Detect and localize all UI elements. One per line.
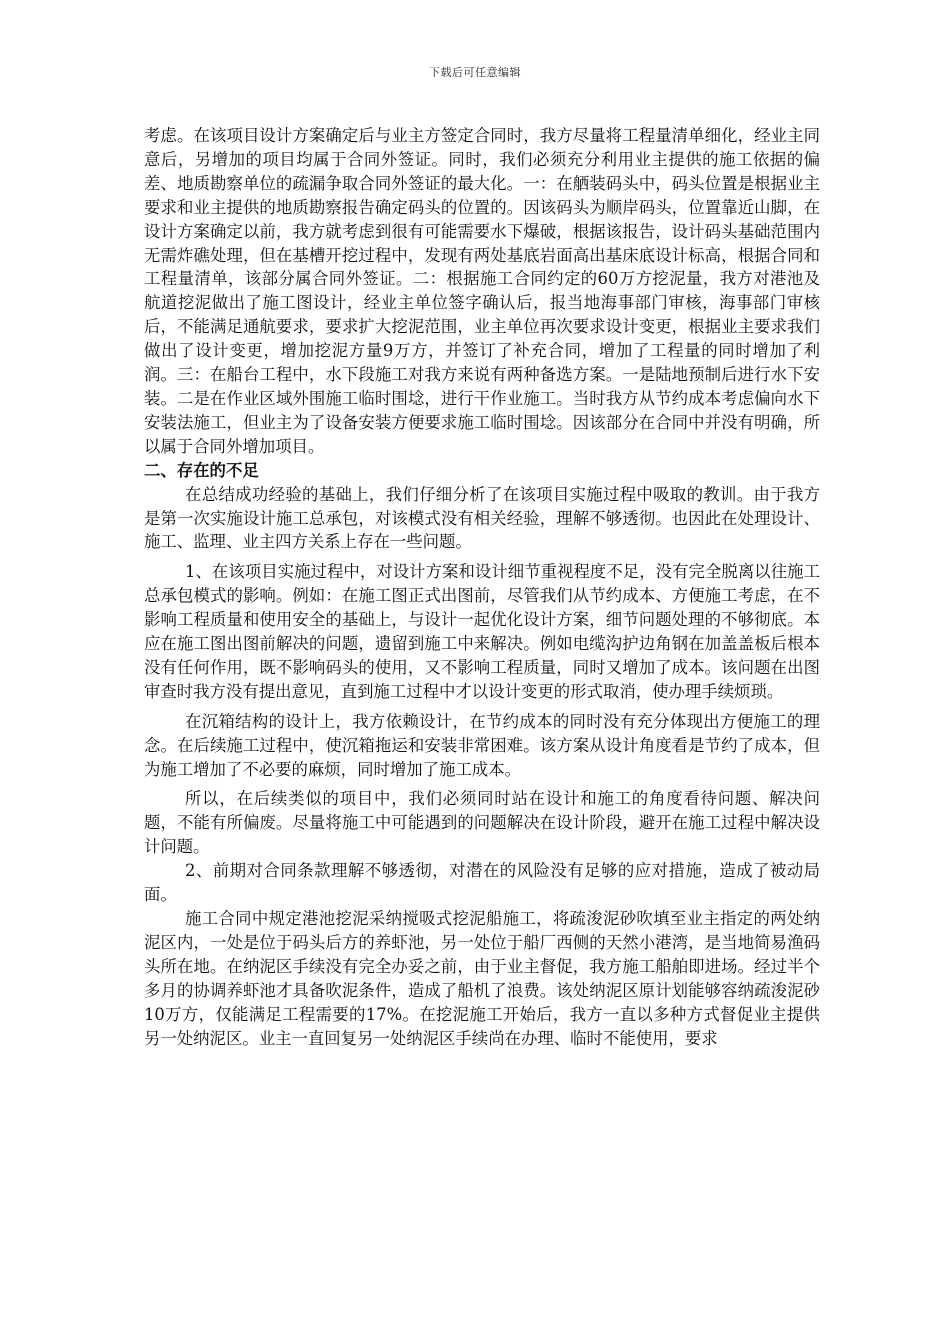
paragraph-therefore: 所以，在后续类似的项目中，我们必须同时站在设计和施工的角度看待问题、解决问题，不能有所偏废。尽量将施工中可能遇到的问题解决在设计阶段，避开在施工过程中解决设计问题。	[144, 789, 820, 857]
paragraph-dredge: 施工合同中规定港池挖泥采纳搅吸式挖泥船施工，将疏浚泥砂吹填至业主指定的两处纳泥区内，一处是位于码头后方的养虾池，另一处位于船厂西侧的天然小港湾，是当地简易渔码头所在地。在纳泥区手续没有完全办妥之前，由于业主督促，我方施工船舶即进场。经过半个多月的协调养虾池才具备吹泥条件，造成了船机了浪费。该处纳泥区原计划能够容纳疏浚泥砂10万方，仅能满足工程需要的17%。在挖泥施工开始后，我方一直以多种方式督促业主提供另一处纳泥区。业主一直回复另一处纳泥区手续尚在办理、临时不能使用，要求	[144, 909, 820, 1048]
document-body	[144, 124, 820, 1050]
paragraph-caisson: 在沉箱结构的设计上，我方依赖设计，在节约成本的同时没有充分体现出方便施工的理念。在后续施工过程中，使沉箱拖运和安装非常困难。该方案从设计角度看是节约了成本，但为施工增加了不必要的麻烦，同时增加了施工成本。	[144, 711, 820, 779]
paragraph-intro: 考虑。在该项目设计方案确定后与业主方签定合同时，我方尽量将工程量清单细化，经业主同意后，另增加的项目均属于合同外签证。同时，我们必须充分利用业主提供的施工依据的偏差、地质勘察单位的疏漏争取合同外签证的最大化。一：在舾装码头中，码头位置是根据业主要求和业主提供的地质勘察报告确定码头的位置的。因该码头为顺岸码头，位置靠近山脚，在设计方案确定以前，我方就考虑到很有可能需要水下爆破，根据该报告，设计码头基础范围内无需炸礁处理，但在基槽开挖过程中，发现有两处基底岩面高出基床底设计标高，根据合同和工程量清单，该部分属合同外签证。二：根据施工合同约定的60万方挖泥量，我方对港池及航道挖泥做出了施工图设计，经业主单位签字确认后，报当地海事部门审核，海事部门审核后，不能满足通航要求，要求扩大挖泥范围，业主单位再次要求设计变更，根据业主要求我们做出了设计变更，增加挖泥方量9万方，并签订了补充合同，增加了工程量的同时增加了利润。三：在船台工程中，水下段施工对我方来说有两种备选方案。一是陆地预制后进行水下安装。二是在作业区域外围施工临时围埝，进行干作业施工。当时我方从节约成本考虑偏向水下安装法施工，但业主为了设备安装方便要求施工临时围埝。因该部分在合同中并没有明确，所以属于合同外增加项目。	[144, 126, 820, 456]
section-heading: 二、存在的不足	[144, 460, 259, 480]
page-header: 下载后可任意编辑	[429, 66, 521, 79]
paragraph-item-2: 2、前期对合同条款理解不够透彻，对潜在的风险没有足够的应对措施，造成了被动局面。	[144, 861, 820, 905]
paragraph-summary: 在总结成功经验的基础上，我们仔细分析了在该项目实施过程中吸取的教训。由于我方是第一次实施设计施工总承包，对该模式没有相关经验，理解不够透彻。也因此在处理设计、施工、监理、业主四方关系上存在一些问题。	[144, 484, 820, 552]
paragraph-item-1: 1、在该项目实施过程中，对设计方案和设计细节重视程度不足，没有完全脱离以往施工总承包模式的影响。例如：在施工图正式出图前，尽管我们从节约成本、方便施工考虑，在不影响工程质量和使用安全的基础上，与设计一起优化设计方案，细节问题处理的不够彻底。本应在施工图出图前解决的问题，遗留到施工中来解决。例如电缆沟护边角钢在加盖盖板后根本没有任何作用，既不影响码头的使用，又不影响工程质量，同时又增加了成本。该问题在出图审查时我方没有提出意见，直到施工过程中才以设计变更的形式取消，使办理手续烦琐。	[144, 562, 820, 701]
